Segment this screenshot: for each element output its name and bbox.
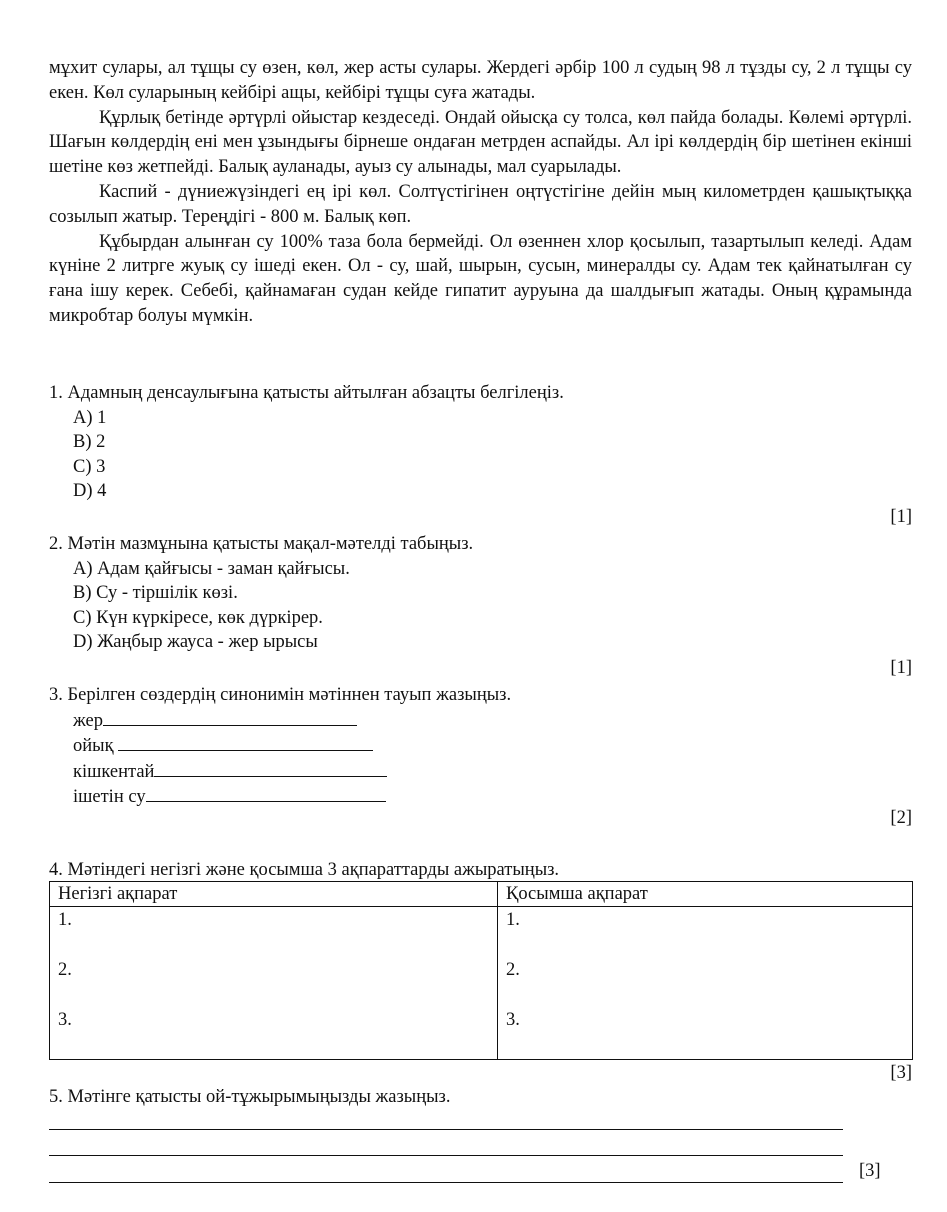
question-3	[49, 683, 912, 810]
answer-line-3[interactable]	[49, 1182, 843, 1183]
synonym-word: жер	[73, 710, 103, 731]
header-main-info: Негізгі ақпарат	[50, 882, 498, 907]
synonym-row-1	[73, 708, 912, 734]
synonym-word: кішкентай	[73, 761, 155, 782]
additional-info-item-3: 3.	[506, 1010, 520, 1030]
reading-passage	[49, 56, 912, 329]
answer-line-2[interactable]	[49, 1155, 843, 1156]
additional-info-cell[interactable]	[498, 907, 913, 1060]
question-1-option-b[interactable]: B) 2	[73, 432, 106, 453]
question-3-score: [2]	[890, 808, 912, 828]
synonym-word: ойық	[73, 736, 119, 757]
info-table	[49, 881, 913, 1060]
main-info-item-1: 1.	[58, 910, 72, 930]
question-2-score: [1]	[890, 658, 912, 678]
answer-blank[interactable]	[146, 784, 386, 802]
passage-paragraph-3: Каспий - дүниежүзіндегі ең ірі көл. Солтүстігінен оңтүстігіне дейін мың километрден қашықтыққа созылып жатыр. Тереңдігі - 800 м. Балық көп.	[49, 181, 912, 227]
question-2-option-d[interactable]: D) Жаңбыр жауса - жер ырысы	[73, 632, 318, 653]
question-1-option-c[interactable]: C) 3	[73, 456, 106, 477]
synonym-row-3	[73, 759, 912, 785]
question-2-option-c[interactable]: C) Күн күркіресе, көк дүркірер.	[73, 607, 323, 628]
synonym-row-4	[73, 784, 912, 810]
question-2-option-b[interactable]: B) Су - тіршілік көзі.	[73, 583, 238, 604]
table-header-row	[50, 882, 913, 907]
question-4-score: [3]	[890, 1063, 912, 1083]
question-5	[49, 1085, 912, 1110]
question-1	[49, 381, 912, 504]
answer-blank[interactable]	[103, 708, 357, 726]
main-info-item-3: 3.	[58, 1010, 72, 1030]
question-4	[49, 858, 912, 883]
passage-paragraph-1: мұхит сулары, ал тұщы су өзен, көл, жер асты сулары. Жердегі әрбір 100 л судың 98 л тұзды су, 2 л тұщы су екен. Көл суларының кейбірі ащы, кейбірі тұщы суға жатады.	[49, 58, 912, 103]
passage-paragraph-2: Құрлық бетінде әртүрлі ойыстар кездеседі. Ондай ойысқа су толса, көл пайда болады. Көлемі әртүрлі. Шағын көлдердің ені мен ұзындығы бірнеше ондаған метрден аспайды. Ал ірі көлдердің бір шетінен екінші шетіне көз жетпейді. Балық ауланады, ауыз су алынады, мал суарылады.	[49, 107, 912, 178]
passage-paragraph-4: Құбырдан алынған су 100% таза бола бермейді. Ол өзеннен хлор қосылып, тазартылып келеді. Адам күніне 2 литрге жуық су ішеді екен. Ол - су, шай, шырын, сусын, минералды су. Адам тек қайнатылған су ғана ішу керек. Себебі, қайнамаған судан кейде гипатит ауруына да шалдығып жатады. Оның құрамында микробтар болуы мүмкін.	[49, 231, 912, 326]
question-1-option-a[interactable]: A) 1	[73, 407, 107, 428]
main-info-item-2: 2.	[58, 960, 72, 980]
question-1-option-d[interactable]: D) 4	[73, 481, 107, 502]
question-2-title: 2. Мәтін мазмұнына қатысты мақал-мәтелді табыңыз.	[49, 534, 474, 554]
table-row	[50, 907, 913, 1060]
question-3-title: 3. Берілген сөздердің синонимін мәтіннен тауып жазыңыз.	[49, 685, 512, 705]
answer-line-1[interactable]	[49, 1129, 843, 1130]
main-info-cell[interactable]	[50, 907, 498, 1060]
synonym-row-2	[73, 733, 912, 759]
answer-blank[interactable]	[154, 759, 387, 777]
question-2	[49, 532, 912, 655]
question-2-option-a[interactable]: A) Адам қайғысы - заман қайғысы.	[73, 558, 350, 579]
question-1-title: 1. Адамның денсаулығына қатысты айтылған абзацты белгілеңіз.	[49, 383, 564, 403]
question-5-title: 5. Мәтінге қатысты ой-тұжырымыңызды жазыңыз.	[49, 1087, 451, 1107]
answer-blank[interactable]	[118, 733, 373, 751]
synonym-word: ішетін су	[73, 787, 146, 808]
question-1-score: [1]	[890, 507, 912, 527]
question-4-title: 4. Мәтіндегі негізгі және қосымша 3 ақпараттарды ажыратыңыз.	[49, 860, 560, 880]
header-additional-info: Қосымша ақпарат	[498, 882, 913, 907]
question-5-score: [3]	[859, 1161, 881, 1181]
additional-info-item-1: 1.	[506, 910, 520, 930]
additional-info-item-2: 2.	[506, 960, 520, 980]
